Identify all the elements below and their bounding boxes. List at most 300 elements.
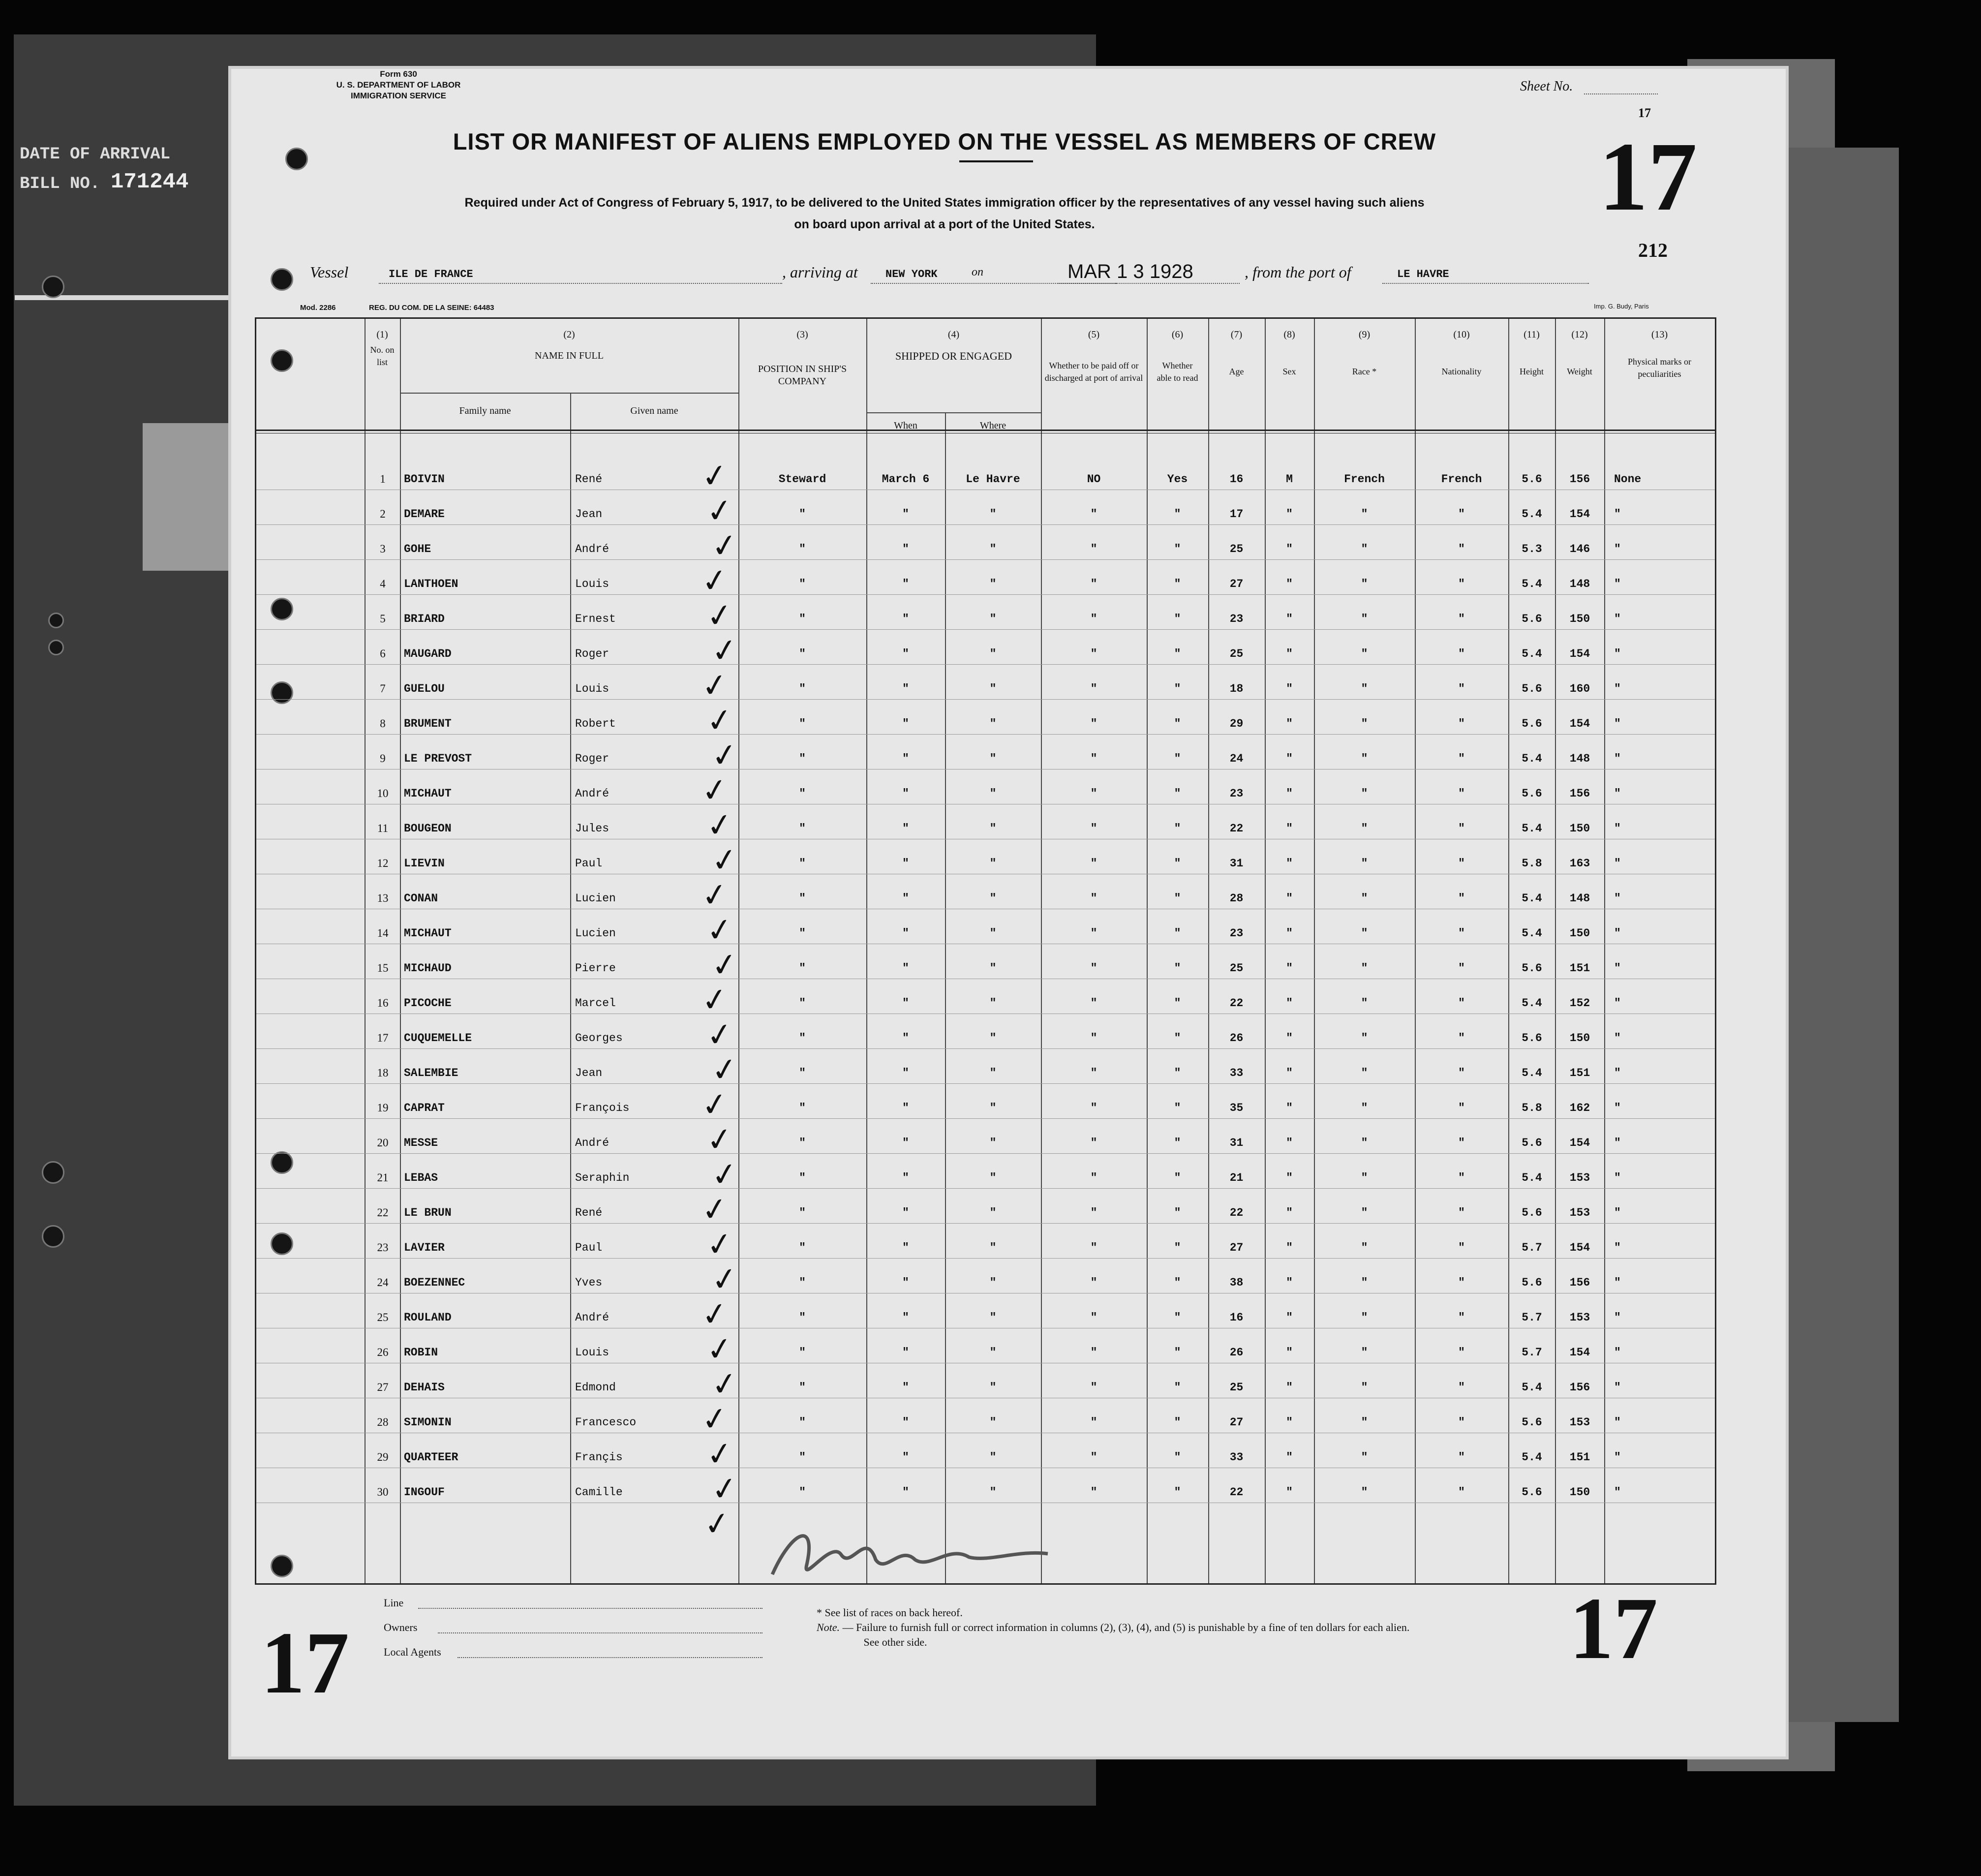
cell-nationality: "	[1458, 647, 1465, 660]
cell-nationality: "	[1458, 927, 1465, 940]
cell-read: "	[1174, 787, 1181, 800]
cell-marks: "	[1614, 822, 1621, 835]
cell-when: "	[902, 927, 909, 940]
from-line	[1382, 283, 1589, 284]
cell-marks: "	[1614, 1171, 1621, 1184]
cell-sex: "	[1286, 1206, 1293, 1219]
cell-nationality: "	[1458, 1241, 1465, 1254]
cell-weight: 162	[1569, 1102, 1590, 1114]
cell-position: "	[799, 752, 806, 765]
cell-no: 5	[380, 613, 386, 625]
cell-height: 5.7	[1522, 1311, 1542, 1324]
cell-weight: 151	[1569, 1451, 1590, 1464]
cell-race: "	[1361, 1032, 1368, 1045]
date-line	[1058, 283, 1240, 284]
cell-when: "	[902, 1381, 909, 1394]
row-rule	[256, 594, 1715, 595]
cell-weight: 156	[1569, 473, 1590, 486]
cell-family: QUARTEER	[404, 1451, 458, 1464]
cell-weight: 153	[1569, 1416, 1590, 1429]
cell-height: 5.4	[1522, 1451, 1542, 1464]
agents-label: Local Agents	[384, 1646, 441, 1658]
cell-height: 5.4	[1522, 1381, 1542, 1394]
cell-given: Francesco	[575, 1416, 637, 1429]
cell-age: 31	[1229, 1137, 1244, 1149]
cell-position: "	[799, 857, 806, 870]
cell-nationality: "	[1458, 962, 1465, 975]
cell-position: Steward	[778, 473, 826, 486]
cell-marks: "	[1614, 1102, 1621, 1114]
line-field	[418, 1608, 762, 1609]
department: U. S. DEPARTMENT OF LABOR	[336, 80, 461, 90]
cell-marks: "	[1614, 1276, 1621, 1289]
cell-race: "	[1361, 1137, 1368, 1149]
cell-position: "	[799, 508, 806, 521]
sheet-line	[1584, 93, 1658, 94]
cell-race: "	[1361, 1486, 1368, 1499]
cell-age: 16	[1229, 473, 1244, 486]
cell-nationality: "	[1458, 1451, 1465, 1464]
cell-read: "	[1174, 962, 1181, 975]
hdr-sub-line	[400, 393, 738, 394]
col-line	[1555, 319, 1556, 1583]
cell-age: 25	[1229, 1381, 1244, 1394]
cell-no: 23	[377, 1241, 389, 1254]
col13-num: (13)	[1651, 329, 1668, 340]
sheet-label: Sheet No.	[1520, 79, 1573, 94]
col-line	[1147, 319, 1148, 1583]
cell-paid: "	[1090, 613, 1097, 625]
cell-when: "	[902, 1416, 909, 1429]
cell-paid: "	[1090, 1032, 1097, 1045]
cell-sex: "	[1286, 997, 1293, 1010]
cell-height: 5.4	[1522, 578, 1542, 590]
cell-marks: "	[1614, 962, 1621, 975]
cell-where: "	[989, 508, 997, 521]
cell-race: "	[1361, 647, 1368, 660]
cell-read: "	[1174, 1486, 1181, 1499]
cell-read: "	[1174, 1451, 1181, 1464]
cell-sex: "	[1286, 927, 1293, 940]
cell-sex: "	[1286, 1486, 1293, 1499]
check-mark: ✓	[704, 596, 735, 635]
cell-when: "	[902, 787, 909, 800]
crew-table	[255, 317, 1716, 1585]
cell-where: "	[989, 1206, 997, 1219]
cell-weight: 150	[1569, 822, 1590, 835]
cell-age: 25	[1229, 962, 1244, 975]
cell-nationality: "	[1458, 892, 1465, 905]
from-label: , from the port of	[1245, 263, 1351, 281]
cell-where: "	[989, 822, 997, 835]
cell-family: MICHAUT	[404, 927, 452, 940]
cell-age: 23	[1229, 787, 1244, 800]
cell-when: "	[902, 682, 909, 695]
cell-where: "	[989, 787, 997, 800]
col11-num: (11)	[1524, 329, 1540, 340]
cell-given: Roger	[575, 752, 610, 765]
cell-read: "	[1174, 1241, 1181, 1254]
cell-no: 21	[377, 1171, 389, 1184]
left-arrival-label: DATE OF ARRIVAL	[20, 145, 171, 164]
cell-when: "	[902, 1346, 909, 1359]
cell-when: "	[902, 508, 909, 521]
cell-weight: 156	[1569, 787, 1590, 800]
cell-marks: "	[1614, 1486, 1621, 1499]
cell-given: André	[575, 1137, 610, 1149]
cell-race: "	[1361, 682, 1368, 695]
binder-hole	[42, 1161, 64, 1184]
cell-where: "	[989, 1311, 997, 1324]
cell-paid: "	[1090, 997, 1097, 1010]
cell-position: "	[799, 997, 806, 1010]
cell-marks: "	[1614, 1416, 1621, 1429]
cell-nationality: "	[1458, 1381, 1465, 1394]
cell-nationality: "	[1458, 1416, 1465, 1429]
cell-family: GUELOU	[404, 682, 445, 695]
cell-no: 3	[380, 543, 386, 555]
cell-paid: "	[1090, 1171, 1097, 1184]
cell-where: "	[989, 1241, 997, 1254]
cell-family: CAPRAT	[404, 1102, 445, 1114]
penalty-note	[817, 1621, 1554, 1634]
cell-age: 35	[1229, 1102, 1244, 1114]
col1-num: (1)	[376, 329, 388, 340]
cell-paid: "	[1090, 682, 1097, 695]
cell-paid: "	[1090, 1276, 1097, 1289]
row-rule	[256, 699, 1715, 700]
check-mark: ✓	[709, 526, 740, 565]
cell-position: "	[799, 927, 806, 940]
cell-given: Jules	[575, 822, 610, 835]
cell-read: "	[1174, 892, 1181, 905]
manifest-title: LIST OR MANIFEST OF ALIENS EMPLOYED ON THE VESSEL AS MEMBERS OF CREW	[453, 128, 1436, 154]
left-bill-number: 171244	[111, 170, 189, 194]
cell-sex: "	[1286, 1311, 1293, 1324]
cell-when: "	[902, 1171, 909, 1184]
cell-paid: "	[1090, 508, 1097, 521]
cell-no: 25	[377, 1311, 389, 1323]
cell-read: "	[1174, 1206, 1181, 1219]
cell-position: "	[799, 892, 806, 905]
cell-age: 31	[1229, 857, 1244, 870]
cell-where: "	[989, 543, 997, 555]
check-mark: ✓	[709, 945, 740, 984]
check-mark: ✓	[704, 701, 735, 740]
cell-read: Yes	[1167, 473, 1188, 486]
cell-weight: 154	[1569, 1346, 1590, 1359]
cell-where: "	[989, 1276, 997, 1289]
cell-position: "	[799, 578, 806, 590]
cell-sex: "	[1286, 1032, 1293, 1045]
col12-num: (12)	[1571, 329, 1588, 340]
cell-sex: "	[1286, 1137, 1293, 1149]
cell-read: "	[1174, 682, 1181, 695]
cell-given: Robert	[575, 717, 616, 730]
col6-label: Whether able to read	[1157, 361, 1198, 383]
cell-when: "	[902, 1486, 909, 1499]
cell-height: 5.4	[1522, 822, 1542, 835]
cell-when: "	[902, 962, 909, 975]
cell-weight: 150	[1569, 927, 1590, 940]
cell-family: BOUGEON	[404, 822, 452, 835]
cell-nationality: "	[1458, 1067, 1465, 1079]
check-mark: ✓	[709, 1469, 740, 1508]
cell-read: "	[1174, 752, 1181, 765]
cell-weight: 154	[1569, 647, 1590, 660]
cell-weight: 151	[1569, 1067, 1590, 1079]
cell-age: 33	[1229, 1067, 1244, 1079]
cell-age: 23	[1229, 613, 1244, 625]
vessel-line	[379, 283, 782, 284]
cell-nationality: "	[1458, 1171, 1465, 1184]
manifest-page	[231, 69, 1786, 1756]
cell-weight: 152	[1569, 997, 1590, 1010]
cell-given: Lucien	[575, 927, 616, 940]
note-text: — Failure to furnish full or correct information in columns (2), (3), (4), and (5) is punishable by a fine of ten dollars for each alien.	[842, 1621, 1410, 1633]
cell-race: "	[1361, 1276, 1368, 1289]
cell-height: 5.4	[1522, 752, 1542, 765]
col3-num: (3)	[796, 329, 808, 340]
cell-marks: "	[1614, 717, 1621, 730]
cell-read: "	[1174, 578, 1181, 590]
cell-sex: "	[1286, 822, 1293, 835]
cell-nationality: "	[1458, 997, 1465, 1010]
cell-where: "	[989, 1032, 997, 1045]
cell-no: 15	[377, 962, 389, 974]
cell-weight: 150	[1569, 1032, 1590, 1045]
cell-position: "	[799, 1276, 806, 1289]
cell-weight: 154	[1569, 1241, 1590, 1254]
cell-marks: "	[1614, 1067, 1621, 1079]
cell-given: Edmond	[575, 1381, 616, 1394]
cell-where: "	[989, 682, 997, 695]
cell-race: "	[1361, 1067, 1368, 1079]
cell-when: "	[902, 1067, 909, 1079]
cell-family: ROBIN	[404, 1346, 438, 1359]
row-rule	[256, 1118, 1715, 1119]
cell-height: 5.6	[1522, 473, 1542, 486]
cell-paid: "	[1090, 1067, 1097, 1079]
cell-family: LEBAS	[404, 1171, 438, 1184]
edge-card	[143, 423, 231, 571]
cell-family: CUQUEMELLE	[404, 1032, 472, 1045]
cell-paid: "	[1090, 962, 1097, 975]
cell-sex: "	[1286, 1451, 1293, 1464]
cell-nationality: "	[1458, 787, 1465, 800]
cell-marks: "	[1614, 857, 1621, 870]
cell-height: 5.6	[1522, 1206, 1542, 1219]
col1-label: No. on list	[370, 345, 395, 367]
cell-paid: "	[1090, 1206, 1097, 1219]
cell-marks: "	[1614, 997, 1621, 1010]
cell-position: "	[799, 613, 806, 625]
row-rule	[256, 1258, 1715, 1259]
cell-race: "	[1361, 892, 1368, 905]
check-mark: ✓	[699, 456, 731, 495]
col5-num: (5)	[1088, 329, 1100, 340]
cell-marks: "	[1614, 613, 1621, 625]
cell-where: "	[989, 857, 997, 870]
cell-height: 5.6	[1522, 962, 1542, 975]
cell-age: 25	[1229, 543, 1244, 555]
subtitle-line-1: Required under Act of Congress of February 5, 1917, to be delivered to the United States immigration officer by the representatives of any vessel having such aliens	[464, 196, 1425, 210]
cell-marks: None	[1614, 473, 1642, 486]
page-number: 212	[1638, 239, 1668, 261]
cell-marks: "	[1614, 1381, 1621, 1394]
arriving-label: , arriving at	[782, 263, 858, 281]
cell-where: "	[989, 927, 997, 940]
col9-label: Race *	[1352, 367, 1377, 376]
cell-paid: "	[1090, 647, 1097, 660]
page-hole	[271, 268, 293, 291]
cell-nationality: "	[1458, 1032, 1465, 1045]
cell-where: "	[989, 647, 997, 660]
cell-given: René	[575, 1206, 603, 1219]
cell-family: ROULAND	[404, 1311, 452, 1324]
cell-given: Yves	[575, 1276, 603, 1289]
check-mark: ✓	[704, 1015, 735, 1054]
cell-read: "	[1174, 1137, 1181, 1149]
cell-paid: "	[1090, 1381, 1097, 1394]
cell-family: LIEVIN	[404, 857, 445, 870]
col4-label: SHIPPED OR ENGAGED	[895, 350, 1012, 362]
check-mark: ✓	[699, 770, 731, 810]
cell-family: MICHAUD	[404, 962, 452, 975]
col11-label: Height	[1520, 367, 1544, 376]
check-mark: ✓	[699, 1085, 731, 1124]
cell-when: "	[902, 752, 909, 765]
cell-race: "	[1361, 927, 1368, 940]
cell-where: "	[989, 1137, 997, 1149]
cell-where: "	[989, 1171, 997, 1184]
cell-race: "	[1361, 578, 1368, 590]
cell-no: 26	[377, 1346, 389, 1358]
vessel-name: ILE DE FRANCE	[389, 268, 473, 280]
cell-nationality: "	[1458, 857, 1465, 870]
cell-no: 29	[377, 1451, 389, 1463]
row-rule	[256, 1083, 1715, 1084]
cell-read: "	[1174, 822, 1181, 835]
cell-marks: "	[1614, 647, 1621, 660]
col4-num: (4)	[947, 329, 960, 340]
cell-paid: "	[1090, 1311, 1097, 1324]
cell-age: 24	[1229, 752, 1244, 765]
check-mark: ✓	[699, 980, 731, 1019]
line-label: Line	[384, 1597, 404, 1609]
cell-position: "	[799, 682, 806, 695]
cell-paid: "	[1090, 578, 1097, 590]
cell-given: Pierre	[575, 962, 616, 975]
col2-num: (2)	[563, 329, 575, 340]
cell-race: "	[1361, 1311, 1368, 1324]
col7-label: Age	[1229, 367, 1244, 376]
cell-position: "	[799, 717, 806, 730]
agents-field	[457, 1657, 762, 1658]
cell-family: PICOCHE	[404, 997, 452, 1010]
cell-weight: 150	[1569, 1486, 1590, 1499]
col-line	[866, 319, 867, 1583]
cell-sex: "	[1286, 717, 1293, 730]
cell-no: 4	[380, 578, 386, 590]
cell-no: 17	[377, 1032, 389, 1044]
cell-position: "	[799, 1486, 806, 1499]
cell-age: 28	[1229, 892, 1244, 905]
binder-hole	[42, 276, 64, 298]
cell-race: "	[1361, 1451, 1368, 1464]
cell-when: "	[902, 1137, 909, 1149]
cell-paid: "	[1090, 892, 1097, 905]
cell-sex: "	[1286, 1241, 1293, 1254]
cell-sex: M	[1286, 473, 1293, 486]
binder-hole	[48, 613, 64, 628]
row-rule	[256, 524, 1715, 525]
cell-position: "	[799, 1241, 806, 1254]
cell-when: "	[902, 717, 909, 730]
stamped-number-bottom-left: 17	[261, 1614, 349, 1712]
cell-given: Lucien	[575, 892, 616, 905]
cell-nationality: "	[1458, 1311, 1465, 1324]
check-mark: ✓	[699, 666, 731, 705]
cell-family: LE PREVOST	[404, 752, 472, 765]
cell-marks: "	[1614, 892, 1621, 905]
cell-race: "	[1361, 962, 1368, 975]
cell-family: GOHE	[404, 543, 431, 555]
from-port: LE HAVRE	[1397, 268, 1449, 280]
cell-given: Seraphin	[575, 1171, 630, 1184]
cell-nationality: "	[1458, 682, 1465, 695]
cell-family: DEMARE	[404, 508, 445, 521]
cell-marks: "	[1614, 1032, 1621, 1045]
cell-given: François	[575, 1102, 630, 1114]
cell-no: 13	[377, 892, 389, 904]
cell-no: 8	[380, 717, 386, 730]
col-line	[1604, 319, 1605, 1583]
cell-read: "	[1174, 1276, 1181, 1289]
cell-given: Paul	[575, 1241, 603, 1254]
cell-position: "	[799, 787, 806, 800]
cell-age: 27	[1229, 578, 1244, 590]
cell-nationality: "	[1458, 1102, 1465, 1114]
cell-read: "	[1174, 1067, 1181, 1079]
cell-position: "	[799, 1451, 806, 1464]
cell-nationality: "	[1458, 717, 1465, 730]
signature-scrawl	[762, 1510, 1058, 1589]
cell-height: 5.4	[1522, 1171, 1542, 1184]
arrival-port: NEW YORK	[885, 268, 938, 280]
cell-no: 18	[377, 1067, 389, 1079]
cell-nationality: "	[1458, 578, 1465, 590]
check-mark: ✓	[699, 1399, 731, 1439]
cell-given: Roger	[575, 647, 610, 660]
col2b-label: Given name	[630, 405, 678, 416]
cell-read: "	[1174, 857, 1181, 870]
cell-position: "	[799, 1067, 806, 1079]
cell-weight: 160	[1569, 682, 1590, 695]
left-bill-label: BILL NO.	[20, 175, 100, 193]
cell-paid: "	[1090, 1137, 1097, 1149]
cell-marks: "	[1614, 1241, 1621, 1254]
cell-nationality: "	[1458, 1137, 1465, 1149]
cell-family: MAUGARD	[404, 647, 452, 660]
cell-age: 22	[1229, 822, 1244, 835]
cell-no: 20	[377, 1137, 389, 1149]
cell-sex: "	[1286, 1276, 1293, 1289]
cell-where: "	[989, 1416, 997, 1429]
col5-label: Whether to be paid off or discharged at port of arrival	[1044, 361, 1143, 383]
cell-height: 5.6	[1522, 1276, 1542, 1289]
cell-sex: "	[1286, 787, 1293, 800]
